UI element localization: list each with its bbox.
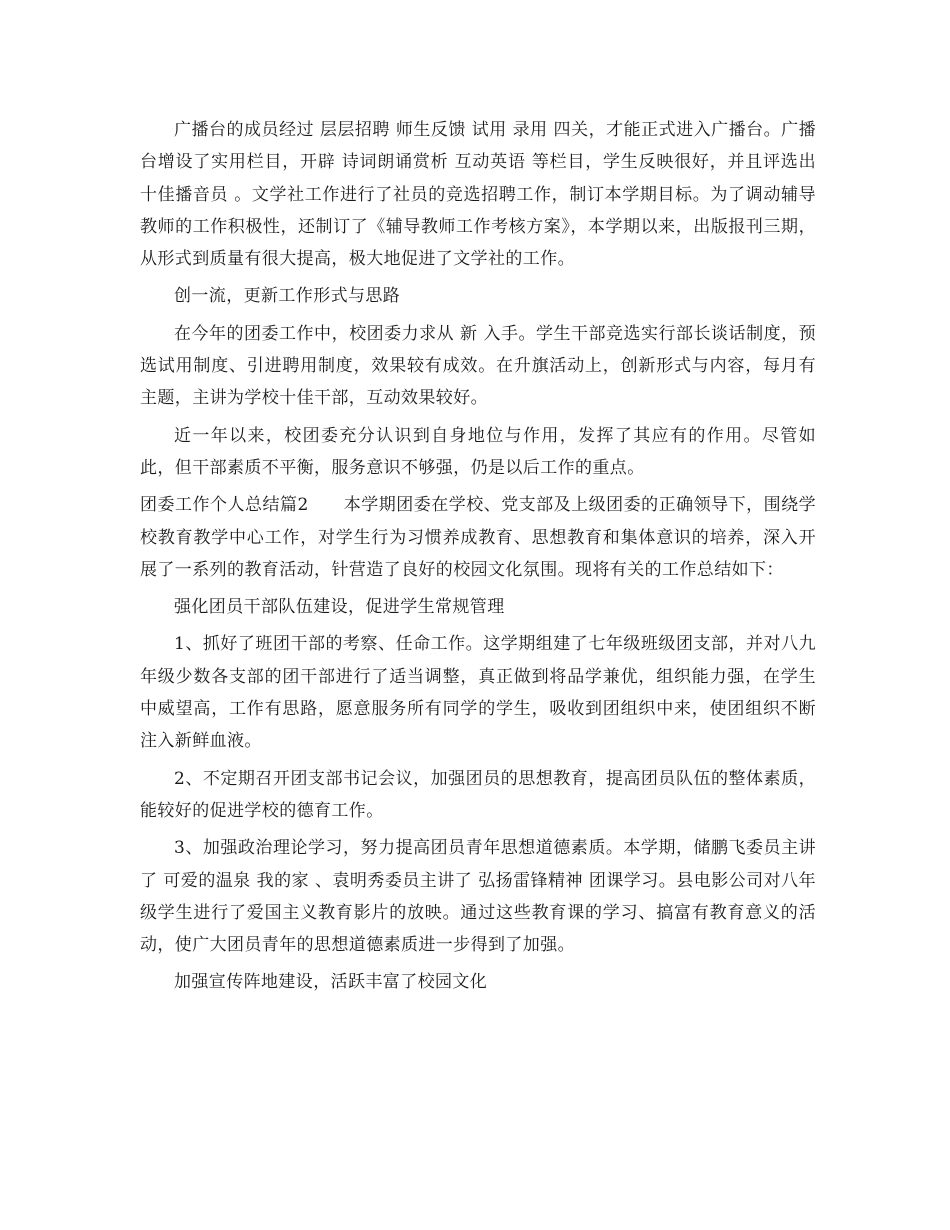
- document-page: [140, 114, 816, 1004]
- paragraph-item-1: 1、抓好了班团干部的考察、任命工作。这学期组建了七年级班级团支部，并对八九年级少数各支部的团干部进行了适当调整，真正做到将品学兼优，组织能力强，在学生中威望高，工作有思路，愿意服务所有同学的学生，吸收到团组织中来，使团组织不断注入新鲜血液。: [140, 634, 816, 752]
- section-heading-publicity: 加强宣传阵地建设，活跃丰富了校园文化: [174, 972, 488, 993]
- section-heading-innovation: 创一流，更新工作形式与思路: [174, 286, 401, 307]
- paragraph-item-3: 3、加强政治理论学习，努力提高团员青年思想道德素质。本学期，储鹏飞委员主讲了 可爱的温泉 我的家 、袁明秀委员主讲了 弘扬雷锋精神 团课学习。县电影公司对八年级学生进行了爱国主义教育影片的放映。通过这些教育课的学习、搞富有教育意义的活动，使广大团员青年的思想道德素质进一步得到了加强。: [140, 838, 816, 956]
- paragraph-item-2: 2、不定期召开团支部书记会议，加强团员的思想教育，提高团员队伍的整体素质，能较好的促进学校的德育工作。: [140, 768, 816, 821]
- paragraph-summary-part-2: 团委工作个人总结篇2 本学期团委在学校、党支部及上级团委的正确领导下，围绕学校教育教学中心工作，对学生行为习惯养成教育、思想教育和集体意识的培养，深入开展了一系列的教育活动，针营造了良好的校园文化氛围。现将有关的工作总结如下：: [140, 495, 816, 580]
- paragraph-year-review: 近一年以来，校团委充分认识到自身地位与作用，发挥了其应有的作用。尽管如此，但干部素质不平衡，服务意识不够强，仍是以后工作的重点。: [140, 425, 816, 478]
- paragraph-league-innovation: 在今年的团委工作中，校团委力求从 新 入手。学生干部竞选实行部长谈话制度，预选试用制度、引进聘用制度，效果较有成效。在升旗活动上，创新形式与内容，每月有主题，主讲为学校十佳干部，互动效果较好。: [140, 323, 816, 409]
- section-heading-cadre-building: 强化团员干部队伍建设，促进学生常规管理: [174, 597, 505, 618]
- paragraph-broadcast-station: 广播台的成员经过 层层招聘 师生反馈 试用 录用 四关，才能正式进入广播台。广播台增设了实用栏目，开辟 诗词朗诵赏析 互动英语 等栏目，学生反映很好，并且评选出 十佳播音员 。文学社工作进行了社员的竞选招聘工作，制订本学期目标。为了调动辅导教师的工作积极性，还制订了《辅导教师工作考核方案》，本学期以来，出版报刊三期，从形式到质量有很大提高，极大地促进了文学社的工作。: [140, 120, 816, 270]
